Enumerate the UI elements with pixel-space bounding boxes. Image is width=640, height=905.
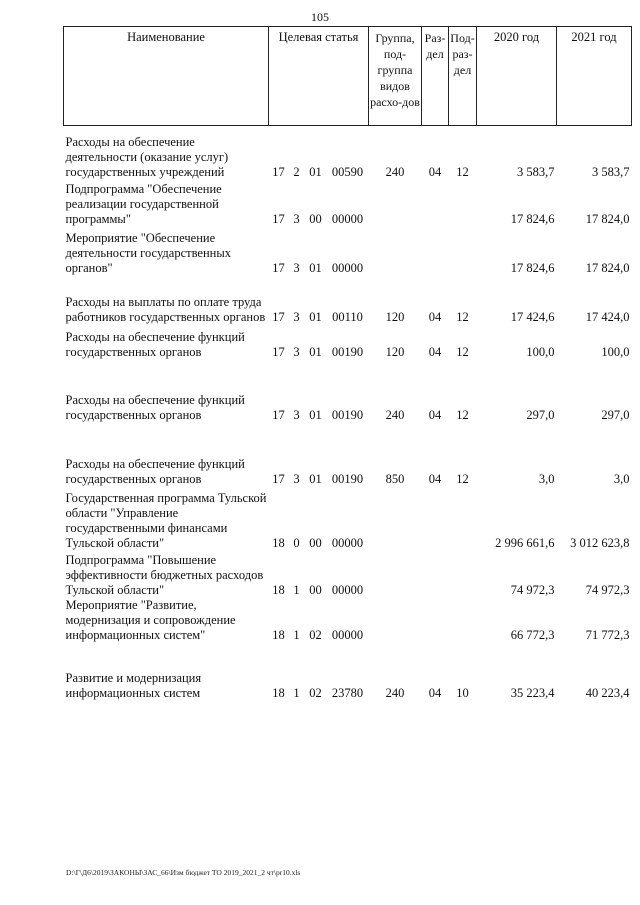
header-section: Раз-дел xyxy=(422,27,449,126)
program-code: 17 xyxy=(272,309,285,324)
expense-group: 120 xyxy=(385,309,405,324)
expense-group: 240 xyxy=(385,164,405,179)
section-code xyxy=(422,227,449,276)
subprogram-code: 0 xyxy=(293,535,300,550)
subsection-code xyxy=(449,598,477,643)
expense-group: 240 xyxy=(385,407,405,422)
table-header-row xyxy=(64,27,632,126)
section-code: 04 xyxy=(428,164,442,179)
measure-code: 01 xyxy=(309,309,322,324)
subsection-code: 12 xyxy=(456,407,469,422)
expense-group xyxy=(369,598,422,643)
program-code: 18 xyxy=(272,582,285,597)
measure-code: 01 xyxy=(309,407,322,422)
program-code: 17 xyxy=(272,164,285,179)
amount-2021: 297,0 xyxy=(601,407,630,422)
page-number: 105 xyxy=(311,10,329,24)
amount-2021: 3 012 623,8 xyxy=(570,535,630,550)
row-name: Расходы на обеспечение деятельности (оказание услуг) государственных учреждений xyxy=(65,134,229,179)
direction-code: 00000 xyxy=(331,260,364,275)
table-row xyxy=(64,487,632,551)
measure-code: 00 xyxy=(309,582,322,597)
direction-code: 00190 xyxy=(331,471,364,486)
section-code xyxy=(422,487,449,551)
section-code xyxy=(422,598,449,643)
subprogram-code: 3 xyxy=(293,260,300,275)
expense-group xyxy=(369,487,422,551)
section-code xyxy=(422,551,449,598)
amount-2021: 40 223,4 xyxy=(585,685,630,700)
direction-code: 00190 xyxy=(331,344,364,359)
measure-code: 01 xyxy=(309,471,322,486)
amount-2020: 100,0 xyxy=(526,344,555,359)
measure-code: 01 xyxy=(309,260,322,275)
amount-2020: 66 772,3 xyxy=(510,627,555,642)
subsection-code: 12 xyxy=(456,164,469,179)
budget-table xyxy=(63,26,632,701)
program-code: 17 xyxy=(272,260,285,275)
row-name: Государственная программа Тульской области "Управление государственными финансами Тульской области" xyxy=(65,490,267,550)
header-expense-group: Группа, под-группа видов расхо-дов xyxy=(369,27,422,126)
row-name: Расходы на выплаты по оплате труда работников государственных органов xyxy=(65,294,266,324)
expense-group: 120 xyxy=(385,344,405,359)
subsection-code xyxy=(449,487,477,551)
expense-group: 850 xyxy=(385,471,405,486)
subsection-code xyxy=(449,551,477,598)
table-row xyxy=(64,360,632,423)
program-code: 17 xyxy=(272,344,285,359)
expense-group xyxy=(369,227,422,276)
direction-code: 00590 xyxy=(331,164,364,179)
amount-2020: 297,0 xyxy=(526,407,555,422)
table-row xyxy=(64,227,632,276)
header-name: Наименование xyxy=(64,27,269,126)
subprogram-code: 3 xyxy=(293,471,300,486)
row-name: Подпрограмма "Повышение эффективности бюджетных расходов Тульской области" xyxy=(65,552,264,597)
amount-2021: 74 972,3 xyxy=(585,582,630,597)
expense-group: 240 xyxy=(385,685,405,700)
subsection-code: 12 xyxy=(456,344,469,359)
subprogram-code: 1 xyxy=(293,582,300,597)
subsection-code xyxy=(449,180,477,227)
header-subsection: Под-раз-дел xyxy=(449,27,477,126)
row-name: Подпрограмма "Обеспечение реализации государственной программы" xyxy=(65,181,222,226)
measure-code: 01 xyxy=(309,164,322,179)
table-row xyxy=(64,423,632,487)
amount-2020: 17 424,6 xyxy=(510,309,555,324)
direction-code: 00000 xyxy=(331,211,364,226)
amount-2021: 17 824,0 xyxy=(585,211,630,226)
amount-2021: 3,0 xyxy=(613,471,630,486)
header-target-article: Целевая статья xyxy=(269,27,369,126)
subsection-code: 12 xyxy=(456,471,469,486)
table-row xyxy=(64,643,632,701)
program-code: 17 xyxy=(272,211,285,226)
amount-2020: 17 824,6 xyxy=(510,260,555,275)
amount-2020: 3,0 xyxy=(538,471,555,486)
subprogram-code: 3 xyxy=(293,407,300,422)
subprogram-code: 1 xyxy=(293,685,300,700)
amount-2020: 17 824,6 xyxy=(510,211,555,226)
table-row xyxy=(64,325,632,360)
footer-file-path: D:\Г\Д6\2019\ЗАКОНЫ\ЗАС_66\Изм бюджет ТО 2019_2021_2 чт\pr10.xls xyxy=(66,868,301,877)
row-name: Расходы на обеспечение функций государственных органов xyxy=(65,392,245,422)
row-name: Развитие и модернизация информационных систем xyxy=(65,670,202,700)
subsection-code xyxy=(449,227,477,276)
measure-code: 02 xyxy=(309,685,322,700)
header-year-2020: 2020 год xyxy=(477,27,557,126)
program-code: 17 xyxy=(272,407,285,422)
section-code: 04 xyxy=(428,344,442,359)
amount-2020: 35 223,4 xyxy=(510,685,555,700)
expense-group xyxy=(369,180,422,227)
amount-2021: 100,0 xyxy=(601,344,630,359)
table-row xyxy=(64,551,632,598)
section-code: 04 xyxy=(428,471,442,486)
direction-code: 00000 xyxy=(331,535,364,550)
amount-2021: 17 824,0 xyxy=(585,260,630,275)
row-name: Мероприятие "Развитие, модернизация и сопровождение информационных систем" xyxy=(65,597,236,642)
amount-2021: 17 424,0 xyxy=(585,309,630,324)
expense-group xyxy=(369,551,422,598)
program-code: 18 xyxy=(272,685,285,700)
measure-code: 01 xyxy=(309,344,322,359)
subprogram-code: 2 xyxy=(293,164,300,179)
table-row xyxy=(64,126,632,180)
direction-code: 00000 xyxy=(331,627,364,642)
subsection-code: 10 xyxy=(456,685,469,700)
header-year-2021: 2021 год xyxy=(557,27,632,126)
direction-code: 00000 xyxy=(331,582,364,597)
amount-2020: 2 996 661,6 xyxy=(495,535,555,550)
section-code: 04 xyxy=(428,407,442,422)
row-name: Расходы на обеспечение функций государственных органов xyxy=(65,456,245,486)
amount-2020: 3 583,7 xyxy=(517,164,555,179)
row-name: Расходы на обеспечение функций государственных органов xyxy=(65,329,245,359)
direction-code: 00190 xyxy=(331,407,364,422)
section-code: 04 xyxy=(428,309,442,324)
row-name: Мероприятие "Обеспечение деятельности государственных органов" xyxy=(65,230,231,275)
program-code: 18 xyxy=(272,627,285,642)
amount-2021: 71 772,3 xyxy=(585,627,630,642)
subprogram-code: 3 xyxy=(293,211,300,226)
subsection-code: 12 xyxy=(456,309,469,324)
measure-code: 00 xyxy=(309,211,322,226)
amount-2021: 3 583,7 xyxy=(592,164,630,179)
table-row xyxy=(64,276,632,325)
program-code: 18 xyxy=(272,535,285,550)
subprogram-code: 1 xyxy=(293,627,300,642)
amount-2020: 74 972,3 xyxy=(510,582,555,597)
section-code xyxy=(422,180,449,227)
section-code: 04 xyxy=(428,685,442,700)
measure-code: 00 xyxy=(309,535,322,550)
subprogram-code: 3 xyxy=(293,309,300,324)
measure-code: 02 xyxy=(309,627,322,642)
subprogram-code: 3 xyxy=(293,344,300,359)
direction-code: 23780 xyxy=(331,685,364,700)
table-row xyxy=(64,598,632,643)
program-code: 17 xyxy=(272,471,285,486)
table-row xyxy=(64,180,632,227)
direction-code: 00110 xyxy=(332,309,363,324)
